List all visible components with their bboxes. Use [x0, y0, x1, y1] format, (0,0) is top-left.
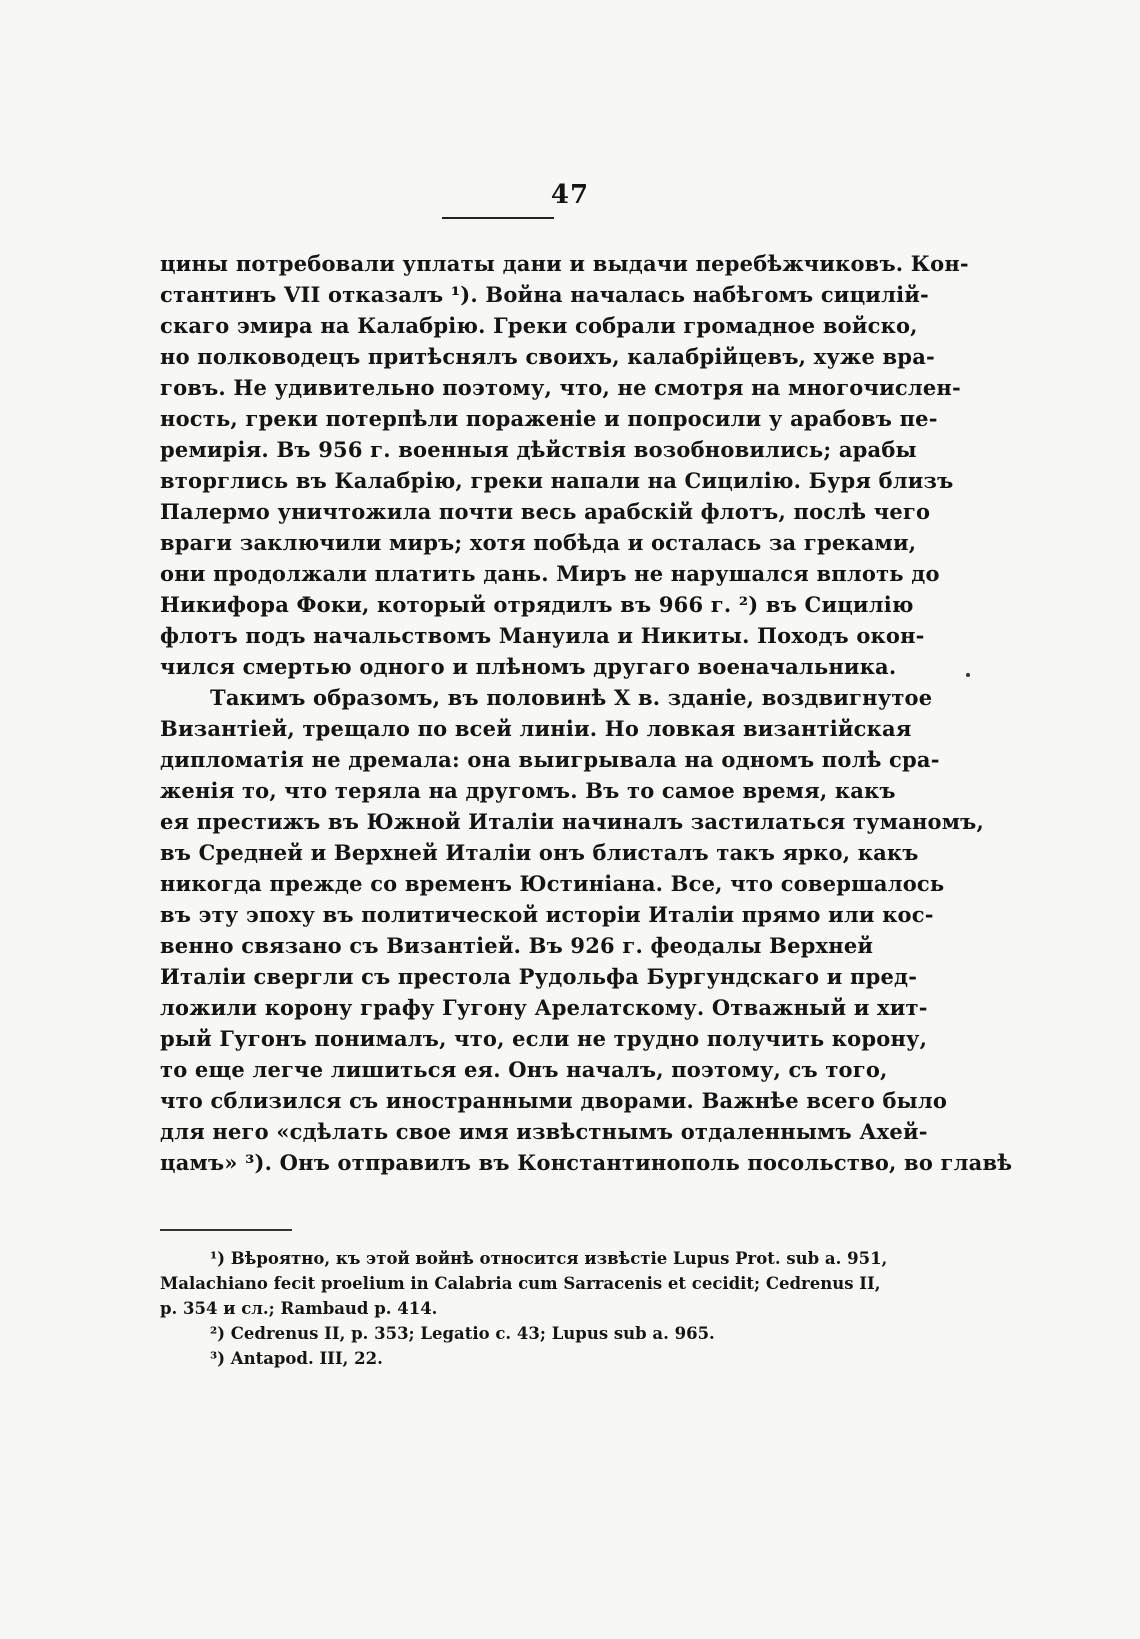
text-line: Никифора Фоки, который отрядилъ въ 966 г. ²) въ Сицилію	[160, 592, 914, 617]
text-line: ность, греки потерпѣли пораженіе и попросили у арабовъ пе-	[160, 406, 938, 431]
text-line: цины потребовали уплаты дани и выдачи перебѣжчиковъ. Кон-	[160, 251, 969, 276]
text-line: Византіей, трещало по всей линіи. Но ловкая византійская	[160, 716, 912, 741]
text-line: ложили корону графу Гугону Арелатскому. Отважный и хит-	[160, 995, 928, 1020]
text-line: никогда прежде со временъ Юстиніана. Все, что совершалось	[160, 871, 945, 896]
body-text	[160, 248, 1013, 1178]
text-line: что сблизился съ иностранными дворами. Важнѣе всего было	[160, 1088, 948, 1113]
text-line: рый Гугонъ понималъ, что, если не трудно получить корону,	[160, 1026, 928, 1051]
footnote-line: ¹) Вѣроятно, къ этой войнѣ относится извѣстіе Lupus Prot. sub a. 951,	[210, 1249, 888, 1268]
paragraph-2	[160, 682, 1013, 1178]
text-line: въ эту эпоху въ политической исторіи Италіи прямо или кос-	[160, 902, 934, 927]
page-number-rule	[442, 217, 554, 219]
text-line: флотъ подъ начальствомъ Мануила и Никиты. Походъ окон-	[160, 623, 925, 648]
text-line: ея престижъ въ Южной Италіи начиналъ застилаться туманомъ,	[160, 809, 984, 834]
text-line: Такимъ образомъ, въ половинѣ X в. зданіе, воздвигнутое	[210, 685, 933, 710]
text-line: венно связано съ Византіей. Въ 926 г. феодалы Верхней	[160, 933, 874, 958]
scan-speck	[966, 673, 970, 677]
text-line: то еще легче лишиться ея. Онъ началъ, поэтому, съ того,	[160, 1057, 888, 1082]
text-line: они продолжали платить дань. Миръ не нарушался вплоть до	[160, 561, 940, 586]
text-line: вторглись въ Калабрію, греки напали на Сицилію. Буря близъ	[160, 468, 954, 493]
text-line: стантинъ VII отказалъ ¹). Война началась набѣгомъ сицилій-	[160, 282, 929, 307]
footnote-line: ²) Cedrenus II, p. 353; Legatio c. 43; Lupus sub a. 965.	[210, 1324, 715, 1343]
text-line: чился смертью одного и плѣномъ другаго военачальника.	[160, 654, 897, 679]
footnote-rule	[160, 1229, 292, 1231]
text-line: Палермо уничтожила почти весь арабскій флотъ, послѣ чего	[160, 499, 931, 524]
footnote-line: Malachiano fecit proelium in Calabria cum Sarracenis et cecidit; Cedrenus II,	[160, 1274, 881, 1293]
text-line: въ Средней и Верхней Италіи онъ блисталъ такъ ярко, какъ	[160, 840, 919, 865]
page-number: 47	[550, 180, 590, 210]
text-line: враги заключили миръ; хотя побѣда и осталась за греками,	[160, 530, 917, 555]
text-line: дипломатія не дремала: она выигрывала на одномъ полѣ сра-	[160, 747, 940, 772]
footnotes	[160, 1246, 888, 1371]
text-line: ремирія. Въ 956 г. военныя дѣйствія возобновились; арабы	[160, 437, 917, 462]
text-line: цамъ» ³). Онъ отправилъ въ Константинополь посольство, во главѣ	[160, 1150, 1013, 1175]
text-line: для него «сдѣлать свое имя извѣстнымъ отдаленнымъ Ахей-	[160, 1119, 928, 1144]
text-line: Италіи свергли съ престола Рудольфа Бургундскаго и пред-	[160, 964, 918, 989]
text-line: скаго эмира на Калабрію. Греки собрали громадное войско,	[160, 313, 918, 338]
footnote-line: p. 354 и сл.; Rambaud p. 414.	[160, 1299, 438, 1318]
text-line: но полководецъ притѣснялъ своихъ, калабрійцевъ, хуже вра-	[160, 344, 935, 369]
paragraph-1	[160, 248, 969, 682]
text-line: женія то, что теряла на другомъ. Въ то самое время, какъ	[160, 778, 896, 803]
footnote-line: ³) Antapod. III, 22.	[210, 1349, 383, 1368]
text-line: говъ. Не удивительно поэтому, что, не смотря на многочислен-	[160, 375, 961, 400]
